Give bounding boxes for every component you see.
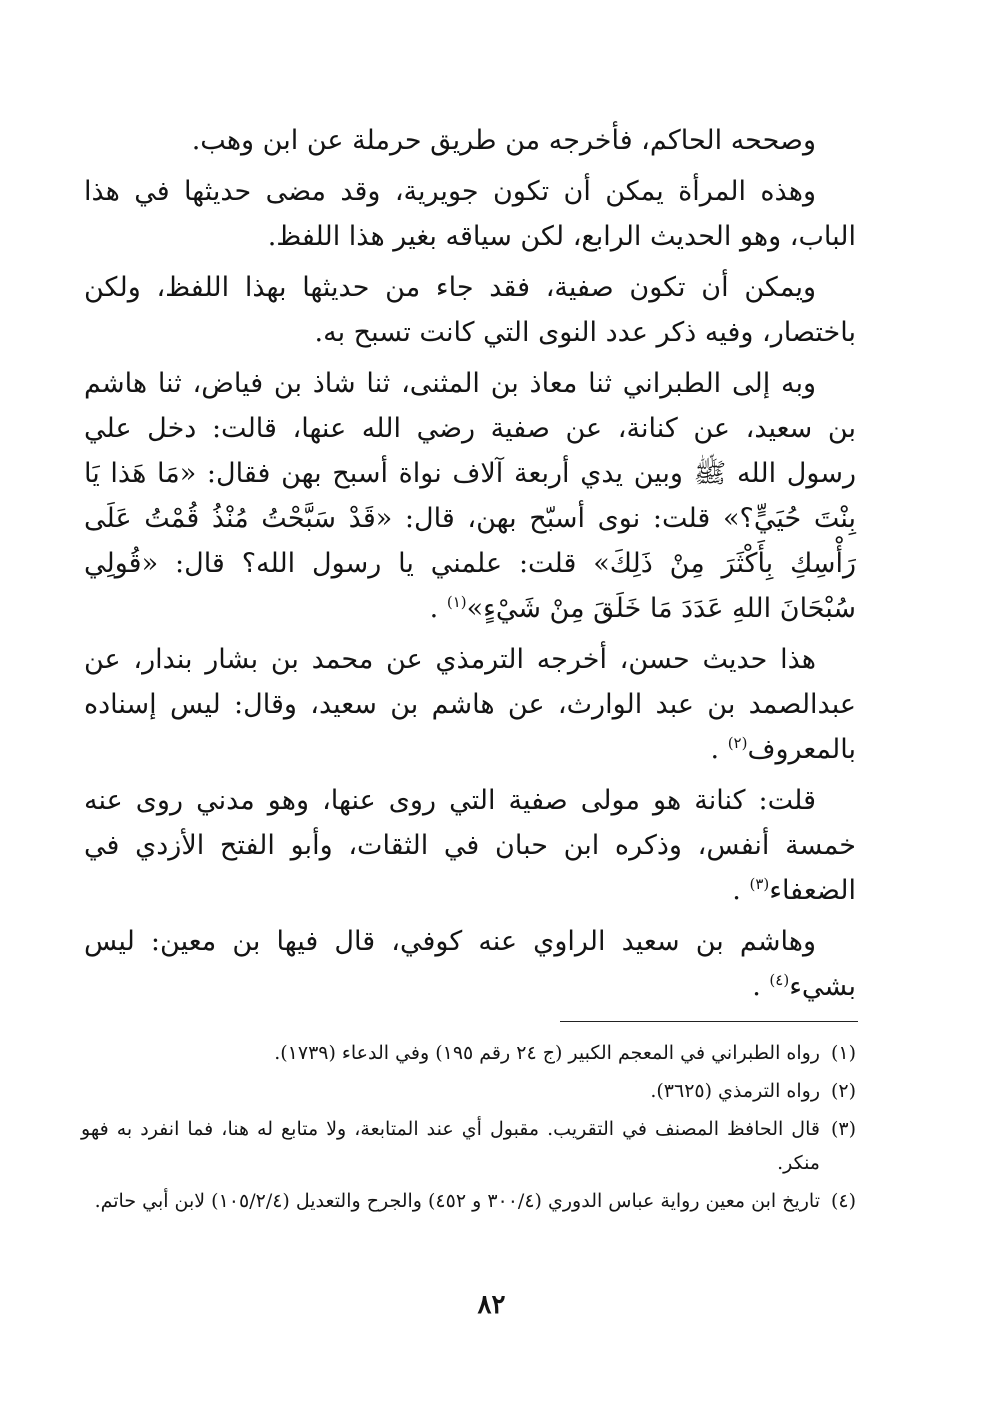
paragraph-6 [84,778,856,913]
footnote-3 [81,1112,856,1180]
paragraph-7-text: وهاشم بن سعيد الراوي عنه كوفي، قال فيها بن معين: ليس بشيء [84,926,856,1002]
paragraph-3-text: ويمكن أن تكون صفية، فقد جاء من حديثها بهذا اللفظ، ولكن باختصار، وفيه ذكر عدد النوى التي كانت تسبح به. [84,272,856,348]
footnote-ref-4: (٤) [769,971,790,989]
footnote-3-number: (٣) [830,1118,856,1140]
footnote-2-text: رواه الترمذي (٣٦٢٥). [650,1080,820,1102]
footnote-divider [560,1021,858,1022]
paragraph-2-text: وهذه المرأة يمكن أن تكون جويرية، وقد مضى حديثها في هذا الباب، وهو الحديث الرابع، لكن سياقه بغير هذا اللفظ. [84,176,856,252]
footnote-ref-3: (٣) [749,875,770,893]
page-number: ٨٢ [477,1290,506,1320]
footnote-1-number: (١) [830,1042,856,1064]
paragraph-1-text: وصححه الحاكم، فأخرجه من طريق حرملة عن ابن وهب. [191,125,816,156]
footnote-ref-2: (٢) [727,734,748,752]
footnote-1-text: رواه الطبراني في المعجم الكبير (ج ٢٤ رقم ١٩٥) وفي الدعاء (١٧٣٩). [274,1042,820,1064]
footnote-2 [81,1074,856,1108]
paragraph-6-text: قلت: كنانة هو مولى صفية التي روى عنها، وهو مدني روى عنه خمسة أنفس، وذكره ابن حبان في الثقات، وأبو الفتح الأزدي في الضعفاء [84,785,856,906]
paragraph-5-period: . [710,734,720,765]
paragraph-4-period: . [429,593,439,624]
footnote-ref-1: (١) [446,593,467,611]
paragraph-4-text: وبه إلى الطبراني ثنا معاذ بن المثنى، ثنا شاذ بن فياض، ثنا هاشم بن سعيد، عن كنانة، عن صفية رضي الله عنها، قالت: دخل علي رسول الله ﷺ وبين يدي أربعة آلاف نواة أسبح بهن فقال: «مَا هَذا يَا بِنْتَ حُيَيٍّ؟» قلت: نوى أسبّح بهن، قال: «قَدْ سَبَّحْتُ مُنْذُ قُمْتُ عَلَى رَأْسِكِ بِأَكْثَرَ مِنْ ذَلِكَ» قلت: علمني يا رسول الله؟ قال: «قُولِي سُبْحَانَ اللهِ عَدَدَ مَا خَلَقَ مِنْ شَيْءٍ» [84,368,856,624]
paragraph-5-text: هذا حديث حسن، أخرجه الترمذي عن محمد بن بشار بندار، عن عبدالصمد بن عبد الوارث، عن هاشم بن سعيد، وقال: ليس إسناده بالمعروف [84,644,856,765]
paragraph-2 [84,169,856,259]
footnote-4 [81,1184,856,1218]
paragraph-1 [84,118,856,163]
footnote-1 [81,1036,856,1070]
paragraph-7-period: . [752,971,761,1002]
paragraph-5 [84,637,856,772]
footnote-4-number: (٤) [830,1190,856,1212]
paragraph-7 [84,919,856,1009]
footnote-3-text: قال الحافظ المصنف في التقريب. مقبول أي عند المتابعة، ولا متابع له هنا، فما انفرد به فهو منكر. [81,1118,820,1174]
paragraph-4-hadith [84,361,856,631]
footnote-4-text: تاريخ ابن معين رواية عباس الدوري (٣٠٠/٤ و ٤٥٢) والجرح والتعديل (١٠٥/٢/٤) لابن أبي حاتم. [94,1190,820,1212]
footnotes [81,1036,856,1222]
paragraph-3 [84,265,856,355]
paragraph-6-period: . [732,875,741,906]
main-text [84,118,856,1015]
footnote-2-number: (٢) [830,1080,856,1102]
